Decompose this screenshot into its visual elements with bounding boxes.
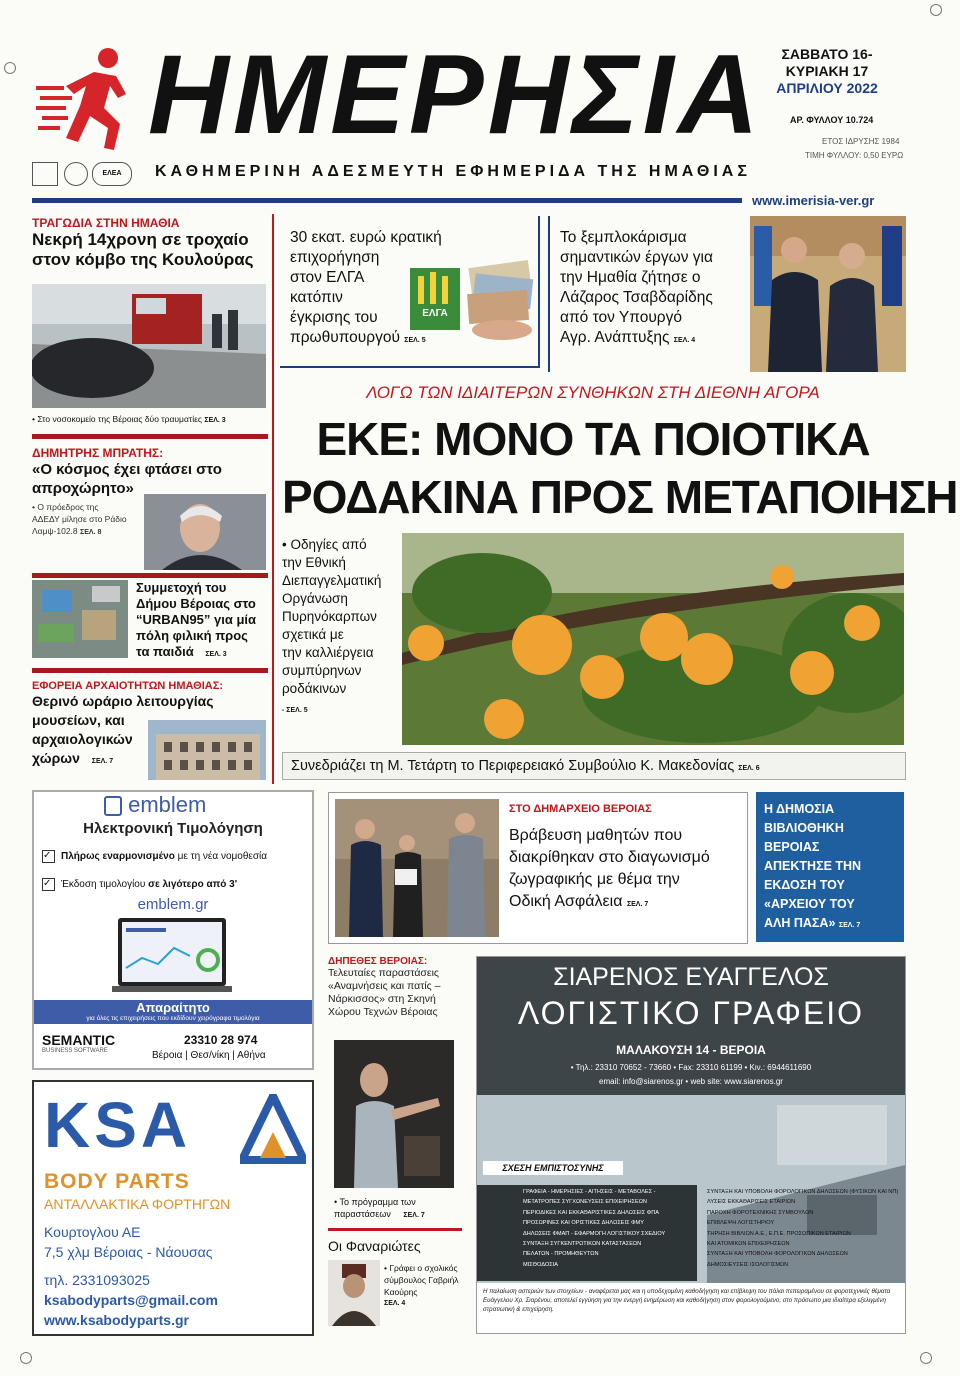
text-line: Η ΔΗΜΟΣΙΑ — [764, 802, 835, 816]
running-man-logo-icon — [34, 46, 138, 154]
logo-badge-1 — [32, 162, 58, 186]
check-bold: Πλήρως εναρμονισμένο — [61, 851, 175, 863]
fanariotes-title: Οι Φαναριώτες — [328, 1238, 421, 1254]
caption-line: ΑΔΕΔΥ μίλησε στο Ράδιο — [32, 514, 127, 524]
tagline: ΚΑΘΗΜΕΡΙΝΗ ΑΔΕΣΜΕΥΤΗ ΕΦΗΜΕΡΙΔΑ ΤΗΣ ΗΜΑΘΙΑΣ — [155, 163, 751, 180]
headline-line: απροχώρητο» — [32, 480, 134, 497]
text-line: Βράβευση μαθητών που — [509, 827, 683, 844]
headline-line: ΕΚΕ: ΜΟΝΟ ΤΑ ΠΟΙΟΤΙΚΑ — [316, 413, 870, 465]
caption-text: • Στο νοσοκομείο της Βέροιας δύο τραυματίες — [32, 414, 202, 424]
emblem-site[interactable]: emblem.gr — [137, 896, 209, 913]
siarenos-email[interactable]: email: info@siarenos.gr • web site: www.siarenos.gr — [599, 1077, 783, 1086]
ksa-ad[interactable] — [32, 1080, 314, 1336]
registration-mark — [4, 62, 16, 74]
date-line-2: ΚΥΡΙΑΚΗ 17 — [785, 63, 869, 79]
body-line: την καλλιέργεια — [282, 645, 374, 660]
siarenos-office: ΛΟΓΙΣΤΙΚΟ ΓΡΑΦΕΙΟ — [517, 995, 865, 1031]
service-item: ΛΥΣΕΙΣ ΕΚΚΑΘΑΡΙΣΕΙΣ ΕΤΑΙΡΙΩΝ — [707, 1199, 796, 1206]
service-item: ΜΙΣΘΟΔΟΣΙΑ — [523, 1261, 558, 1268]
registration-mark — [20, 1352, 32, 1364]
service-item: ΠΕΡΙΟΔΙΚΕΣ ΚΑΙ ΕΚΚΑΘΑΡΙΣΤΙΚΕΣ ΔΗΛΩΣΕΙΣ ΦΠΑ — [523, 1209, 659, 1216]
library-text — [764, 800, 861, 935]
service-item: ΣΥΝΤΑΞΗ ΣΥΓΚΕΝΤΡΩΤΙΚΩΝ ΚΑΤΑΣΤΑΣΕΩΝ — [523, 1241, 642, 1248]
text-line: Τελευταίες παραστάσεις — [328, 967, 439, 979]
text-line: ΒΕΡΟΙΑΣ — [764, 840, 820, 854]
museum-photo — [148, 720, 266, 780]
headline-line: ΡΟΔΑΚΙΝΑ ΠΡΟΣ ΜΕΤΑΠΟΙΗΣΗ — [282, 471, 958, 523]
library-box — [756, 792, 904, 942]
story-kicker: ΤΡΑΓΩΔΙΑ ΣΤΗΝ ΗΜΑΘΙΑ — [32, 216, 180, 230]
body-line: • Οδηγίες από — [282, 537, 367, 552]
headline-line: Συμμετοχή του — [136, 580, 227, 595]
page-ref: ΣΕΛ. 8 — [80, 529, 102, 536]
headline-line: Νεκρή 14χρονη σε τροχαίο — [32, 230, 249, 249]
text-line: 30 εκατ. ευρώ κρατική — [290, 229, 442, 246]
mpratis-portrait — [144, 494, 266, 570]
text-line: σύμβουλος Γαβριήλ — [384, 1275, 459, 1285]
page-ref: ΣΕΛ. 7 — [838, 922, 861, 929]
masthead-rule — [32, 198, 742, 203]
ksa-sub1: BODY PARTS — [44, 1170, 190, 1193]
service-item: ΣΥΝΤΑΞΗ ΚΑΙ ΥΠΟΒΟΛΗ ΦΟΡΟΛΟΓΙΚΩΝ ΔΗΛΩΣΕΩΝ (ΦΥΣΙΚΩΝ ΚΑΙ ΝΠ) — [707, 1189, 899, 1195]
issue-date — [752, 46, 902, 97]
main-headline — [282, 410, 958, 526]
page-ref: ΣΕΛ. 6 — [738, 765, 760, 772]
elga-logo-text: ΕΛΓΑ — [422, 308, 448, 319]
ksa-phone[interactable]: τηλ. 2331093025 — [44, 1272, 150, 1288]
page-ref: ΣΕΛ. 7 — [626, 901, 649, 908]
masthead — [0, 0, 960, 210]
text-line: Οδική Ασφάλεια ΣΕΛ. 7 — [509, 893, 649, 910]
service-item: ΤΗΡΗΣΗ ΒΙΒΛΙΩΝ Α.Ε., Ε.Π.Ε. ΠΡΟΣΩΠΙΚΩΝ ΕΤΑΙΡΙΩΝ — [707, 1230, 851, 1237]
siarenos-phones[interactable]: • Τηλ.: 23310 70652 - 73660 • Fax: 23310 61199 • Κιν.: 6944611690 — [570, 1063, 812, 1072]
dipethe-text — [328, 967, 464, 1019]
ksa-logo: KSA — [44, 1089, 192, 1161]
founded-year: ΕΤΟΣ ΙΔΡΥΣΗΣ 1984 — [822, 137, 900, 146]
service-item: ΚΑΙ ΑΤΟΜΙΚΩΝ ΕΠΙΧΕΙΡΗΣΕΩΝ — [707, 1241, 790, 1248]
semantic-text: SEMANTIC — [42, 1032, 116, 1048]
siarenos-address: ΜΑΛΑΚΟΥΣΗ 14 - ΒΕΡΟΙΑ — [616, 1043, 766, 1057]
member-logos — [32, 160, 132, 186]
story-urban95 — [136, 580, 270, 663]
service-item: ΔΗΛΩΣΕΙΣ ΦΜΑΠ - ΕΦΑΡΜΟΓΗ ΛΟΓΙΣΤΙΚΟΥ ΣΧΕΔΙΟΥ — [523, 1230, 666, 1237]
check-rest: με τη νέα νομοθεσία — [174, 851, 268, 863]
headline-line: Δήμου Βέροιας στο — [136, 596, 256, 611]
emblem-check-2 — [42, 878, 310, 891]
logo-badge-2 — [64, 162, 88, 186]
check-bold: σε λιγότερο από 3' — [148, 879, 238, 891]
body-line: συμπύρηνων — [282, 663, 362, 678]
story-caption — [32, 501, 138, 539]
siarenos-ad[interactable] — [476, 956, 906, 1334]
trust-label: ΣΧΕΣΗ ΕΜΠΙΣΤΟΣΥΝΗΣ — [483, 1161, 623, 1175]
siarenos-header — [477, 957, 905, 1095]
peach-photo — [402, 533, 904, 745]
caption-line: παραστάσεων ΣΕΛ. 7 — [334, 1209, 425, 1219]
text-line: ΕΚΔΟΣΗ ΤΟΥ — [764, 878, 845, 892]
banner-sub: για όλες τις επιχειρήσεις που εκδίδουν χειρόγραφα τιμολόγια — [86, 1015, 260, 1022]
tsavdaridis-text — [560, 228, 760, 351]
headline-line: στον κόμβο της Κουλούρας — [32, 250, 254, 269]
emblem-check-1 — [42, 850, 310, 863]
service-item: ΠΡΟΣΩΡΙΝΕΣ ΚΑΙ ΟΡΙΣΤΙΚΕΣ ΔΗΛΩΣΕΙΣ ΦΜΥ — [523, 1220, 644, 1227]
emblem-logo-icon — [104, 796, 122, 816]
body-line: την Εθνική — [282, 555, 346, 570]
website-link[interactable]: www.imerisia-ver.gr — [752, 193, 875, 208]
check-icon: ✓ — [42, 850, 55, 863]
service-item: ΠΑΡΟΧΗ ΦΟΡΟΤΕΧΝΙΚΗΣ ΣΥΜΒΟΥΛΩΝ — [707, 1209, 814, 1216]
text-line: διακρίθηκαν στο διαγωνισμό — [509, 849, 710, 866]
page-ref: ΣΕΛ. 5 — [404, 337, 426, 344]
service-item: ΕΠΙΒΛΕΨΗ ΛΟΓΙΣΤΗΡΙΟΥ — [707, 1220, 775, 1227]
emblem-ad[interactable] — [32, 790, 314, 1070]
text-line: ΑΠΕΚΤΗΣΕ ΤΗΝ — [764, 859, 862, 873]
headline-line: “URBAN95” για μία — [136, 612, 257, 627]
text-line: Αγρ. Ανάπτυξης ΣΕΛ. 4 — [560, 329, 696, 346]
text-line: πρωθυπουργού ΣΕΛ. 5 — [290, 329, 426, 346]
text-line: έγκρισης του — [290, 309, 378, 326]
services-left — [521, 1185, 697, 1272]
urban95-photo — [32, 580, 128, 658]
check-icon: ✓ — [42, 878, 55, 891]
left-column-rule — [272, 214, 274, 784]
ksa-company: Κουρτογλου ΑΕ — [44, 1224, 141, 1240]
caption-line: • Ο πρόεδρος της — [32, 502, 99, 512]
emblem-banner — [34, 1000, 312, 1024]
ministers-photo — [750, 216, 906, 372]
banner-text: Απαραίτητο — [136, 1000, 210, 1015]
siarenos-footer: Η παλαίωση αστεριών των στοιχείων - αναφέρεται μας και η υποδεχομένη καθοδήγηση και επίβλεψη του πάλαι πεπειραμένου σε φοροτεχνικές θέματα Ευάγγελου Χρ. Σιαρένου, αποτελεί εγγύηση για την ενεργή ενημέρωση και καθοδήγηση στον φορολογούμενο, στο πρόσωπο μια ιδιαίτερα εξελιγμένη στρατιωτική & επιχείρηση. — [483, 1288, 891, 1313]
body-line: σχετικά με — [282, 627, 344, 642]
main-kicker: ΛΟΓΩ ΤΩΝ ΙΔΙΑΙΤΕΡΩΝ ΣΥΝΘΗΚΩΝ ΣΤΗ ΔΙΕΘΝΗ ΑΓΟΡΑ — [366, 383, 820, 402]
tsavdaridis-box — [548, 216, 906, 372]
page-ref: ΣΕΛ. 7 — [91, 758, 114, 765]
story-traffic-accident — [32, 216, 268, 270]
emblem-brand-text: emblem — [128, 792, 207, 817]
newspaper-title: ΗΜΕΡΗΣΙΑ — [148, 32, 763, 157]
text-line: Καούρης — [384, 1287, 418, 1297]
caption-line: Λαμψ-102.8 ΣΕΛ. 8 — [32, 526, 102, 536]
headline-line: μουσείων, και — [32, 712, 125, 728]
story-headline — [32, 460, 268, 498]
text-line: • Γράφει ο σχολικός — [384, 1263, 458, 1273]
award-photo — [335, 799, 499, 937]
ksa-web[interactable]: www.ksabodyparts.gr — [44, 1312, 189, 1328]
text-line: Λάζαρος Τσαβδαρίδης — [560, 289, 713, 306]
semantic-logo — [42, 1032, 115, 1054]
headline-line: πόλη φιλική προς — [136, 628, 248, 643]
story-dipethe — [328, 956, 464, 1019]
column-divider — [328, 1228, 462, 1231]
dimarxeio-text — [509, 825, 745, 916]
text-line: Το ξεμπλοκάρισμα — [560, 229, 687, 246]
text-line: ζωγραφικής με θέμα την — [509, 871, 680, 888]
emblem-phone[interactable]: 23310 28 974 — [184, 1033, 258, 1047]
emblem-brand — [104, 792, 206, 818]
headline-line: Θερινό ωράριο λειτουργίας — [32, 693, 214, 709]
caption-line: • Το πρόγραμμα των — [334, 1197, 416, 1207]
text-line: «ΑΡΧΕΙΟΥ ΤΟΥ — [764, 897, 855, 911]
body-line: Πυρηνόκαρπων — [282, 609, 377, 624]
headline-line: χώρων ΣΕΛ. 7 — [32, 750, 114, 766]
body-line: Διεπαγγελματική — [282, 573, 382, 588]
body-line: Οργάνωση — [282, 591, 348, 606]
fanariotes-text — [384, 1262, 464, 1310]
accident-caption — [32, 414, 268, 424]
page-ref: ΣΕΛ. 4 — [384, 1300, 406, 1307]
headline-line: αρχαιολογικών — [32, 731, 133, 747]
accident-photo — [32, 284, 266, 408]
emblem-title: Ηλεκτρονική Τιμολόγηση — [83, 820, 263, 837]
section-divider — [32, 668, 268, 673]
text-line: στον ΕΛΓΑ — [290, 269, 365, 286]
text-line: Χώρου Τεχνών Βέροιας — [328, 1006, 438, 1018]
ksa-triangle-icon — [240, 1094, 306, 1164]
elga-logo — [410, 268, 460, 330]
text-line: ΒΙΒΛΙΟΘΗΚΗ — [764, 821, 844, 835]
registration-mark — [930, 4, 942, 16]
page-ref: - ΣΕΛ. 5 — [282, 707, 308, 714]
service-item: ΔΗΜΟΣΙΕΥΣΕΙΣ ΙΣΟΛΟΓΙΣΜΩΝ — [707, 1261, 789, 1268]
elga-box — [280, 216, 540, 368]
kaouris-portrait — [328, 1260, 380, 1326]
text-line: ΑΛΗ ΠΑΣΑ» ΣΕΛ. 7 — [764, 916, 861, 930]
check-pre: Έκδοση τιμολογίου — [61, 879, 149, 891]
section-divider — [32, 573, 268, 578]
section-divider — [32, 434, 268, 439]
registration-mark — [920, 1352, 932, 1364]
services-right — [705, 1185, 903, 1272]
text-line: επιχορήγηση — [290, 249, 380, 266]
story-kicker: ΔΗΜΗΤΡΗΣ ΜΠΡΑΤΗΣ: — [32, 446, 164, 460]
headline-line: τα παιδιά ΣΕΛ. 3 — [136, 644, 227, 659]
semantic-sub: BUSINESS SOFTWARE — [42, 1048, 108, 1054]
page-ref: ΣΕΛ. 4 — [673, 337, 696, 344]
page-ref: ΣΕΛ. 3 — [205, 651, 227, 658]
council-strip — [282, 752, 906, 780]
story-kicker: ΣΤΟ ΔΗΜΑΡΧΕΙΟ ΒΕΡΟΙΑΣ — [509, 803, 652, 815]
council-text: Συνεδριάζει τη Μ. Τετάρτη το Περιφερειακό Συμβούλιο Κ. Μακεδονίας — [291, 758, 735, 774]
text-line: Νάρκισσος» στη Σκηνή — [328, 993, 436, 1005]
text-line: σημαντικών έργων για — [560, 249, 713, 266]
text-line: «Αναμνήσεις και πατίς – — [328, 980, 441, 992]
emblem-cities: Βέροια | Θεσ/νίκη | Αθήνα — [152, 1050, 266, 1061]
main-story-body — [282, 536, 400, 720]
money-photo — [466, 258, 536, 340]
service-item: ΓΡΑΦΕΙΑ - ΗΜΕΡΗΣΙΕΣ - ΑΙΤΗΣΕΙΣ - ΜΕΤΑΒΟΛΕΣ - — [523, 1189, 656, 1195]
text-line: κατόπιν — [290, 289, 343, 306]
date-line-1: ΣΑΒΒΑΤΟ 16- — [781, 46, 873, 62]
theatre-photo — [334, 1040, 454, 1188]
story-headline — [32, 230, 268, 270]
laptop-illustration — [112, 918, 232, 998]
dimarxeio-box — [328, 792, 748, 944]
date-line-3: ΑΠΡΙΛΙΟΥ 2022 — [776, 80, 878, 96]
issue-price: ΤΙΜΗ ΦΥΛΛΟΥ: 0,50 ΕΥΡΩ — [805, 151, 904, 160]
service-item: ΜΕΤΑΤΡΟΠΕΣ ΣΥΓΧΩΝΕΥΣΕΙΣ ΕΠΙΧΕΙΡΗΣΕΩΝ — [523, 1199, 647, 1206]
service-item: ΠΕΛΑΤΩΝ - ΠΡΟΜΗΘΕΥΤΩΝ — [523, 1251, 599, 1258]
headline-line: «Ο κόσμος έχει φτάσει στο — [32, 461, 222, 478]
page-ref: ΣΕΛ. 3 — [204, 417, 226, 424]
ksa-address: 7,5 χλμ Βέροιας - Νάουσας — [44, 1244, 213, 1260]
body-line: ροδάκινων — [282, 681, 347, 696]
ksa-sub2: ΑΝΤΑΛΛΑΚΤΙΚΑ ΦΟΡΤΗΓΩΝ — [44, 1196, 231, 1212]
logo-badge-3: ΕΛΕΑ — [92, 162, 132, 186]
theatre-caption — [334, 1196, 462, 1222]
ksa-email[interactable]: ksabodyparts@gmail.com — [44, 1292, 218, 1308]
siarenos-name: ΣΙΑΡΕΝΟΣ ΕΥΑΓΓΕΛΟΣ — [553, 963, 829, 991]
page-ref: ΣΕΛ. 7 — [403, 1212, 425, 1219]
service-item: ΣΥΝΤΑΞΗ ΚΑΙ ΥΠΟΒΟΛΗ ΦΟΡΟΛΟΓΙΚΩΝ ΔΗΛΩΣΕΩΝ — [707, 1251, 848, 1258]
issue-number: ΑΡ. ΦΥΛΛΟΥ 10.724 — [790, 115, 874, 125]
text-line: από τον Υπουργό — [560, 309, 682, 326]
story-kicker: ΕΦΟΡΕΙΑ ΑΡΧΑΙΟΤΗΤΩΝ ΗΜΑΘΙΑΣ: — [32, 680, 223, 692]
text-line: την Ημαθία ζήτησε ο — [560, 269, 701, 286]
story-kicker: ΔΗΠΕΘΕΣ ΒΕΡΟΙΑΣ: — [328, 956, 428, 967]
